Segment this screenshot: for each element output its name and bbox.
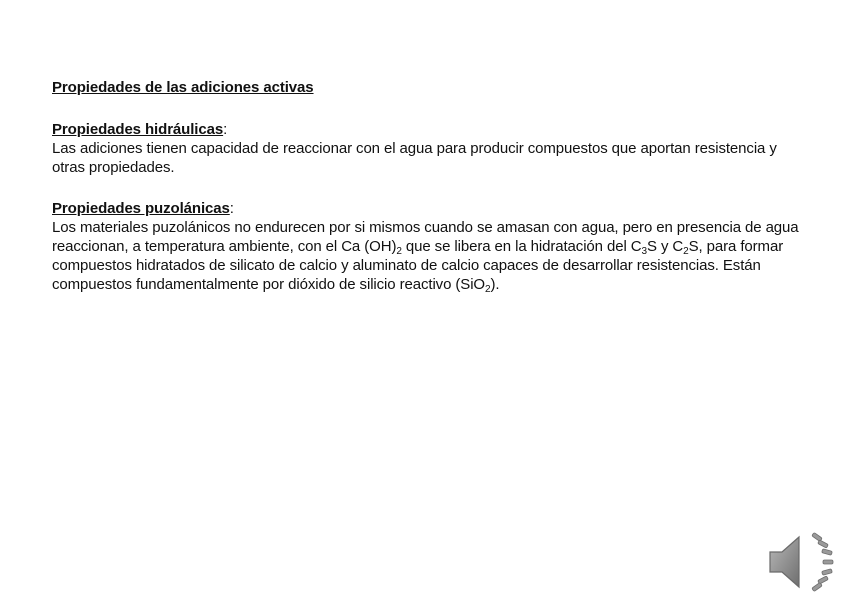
hydraulic-text: Las adiciones tienen capacidad de reaccionar con el agua para producir compuestos que aportan resistencia y otras propiedades.	[52, 140, 777, 176]
slide-content	[52, 78, 804, 316]
slide-title: Propiedades de las adiciones activas	[52, 79, 314, 96]
pozzolanic-text-part-1: Los materiales puzolánicos no endurecen por si mismos cuando se amasan con agua, pero en presencia de agua reaccionan, a temperatura ambiente, con el Ca (OH)	[52, 219, 799, 255]
hydraulic-heading-line	[52, 120, 804, 139]
hydraulic-section	[52, 120, 804, 177]
subscript-sio2: 2	[485, 284, 491, 295]
pozzolanic-text-part-2: que se libera en la hidratación del C	[401, 238, 642, 255]
pozzolanic-text	[52, 218, 804, 294]
pozzolanic-text-part-5: ).	[490, 276, 500, 293]
pozzolanic-text-part-4: S, para formar compuestos hidratados de silicato de calcio y aluminato de calcio capaces de desarrollar resistencias. Están compuestos fundamentalmente por dióxido de silicio reactivo (SiO	[52, 238, 784, 293]
subscript-oh: 2	[396, 246, 402, 257]
pozzolanic-colon: :	[229, 200, 234, 217]
pozzolanic-heading-line	[52, 199, 804, 218]
subscript-c2: 2	[683, 246, 689, 257]
pozzolanic-text-part-3: S y C	[646, 238, 684, 255]
hydraulic-heading: Propiedades hidráulicas	[52, 121, 224, 138]
speaker-icon[interactable]	[766, 530, 838, 596]
pozzolanic-heading: Propiedades puzolánicas	[52, 200, 230, 217]
subscript-c3: 3	[641, 246, 647, 257]
speaker-icon-graphic	[766, 530, 838, 596]
pozzolanic-section	[52, 199, 804, 294]
hydraulic-colon: :	[223, 121, 228, 138]
